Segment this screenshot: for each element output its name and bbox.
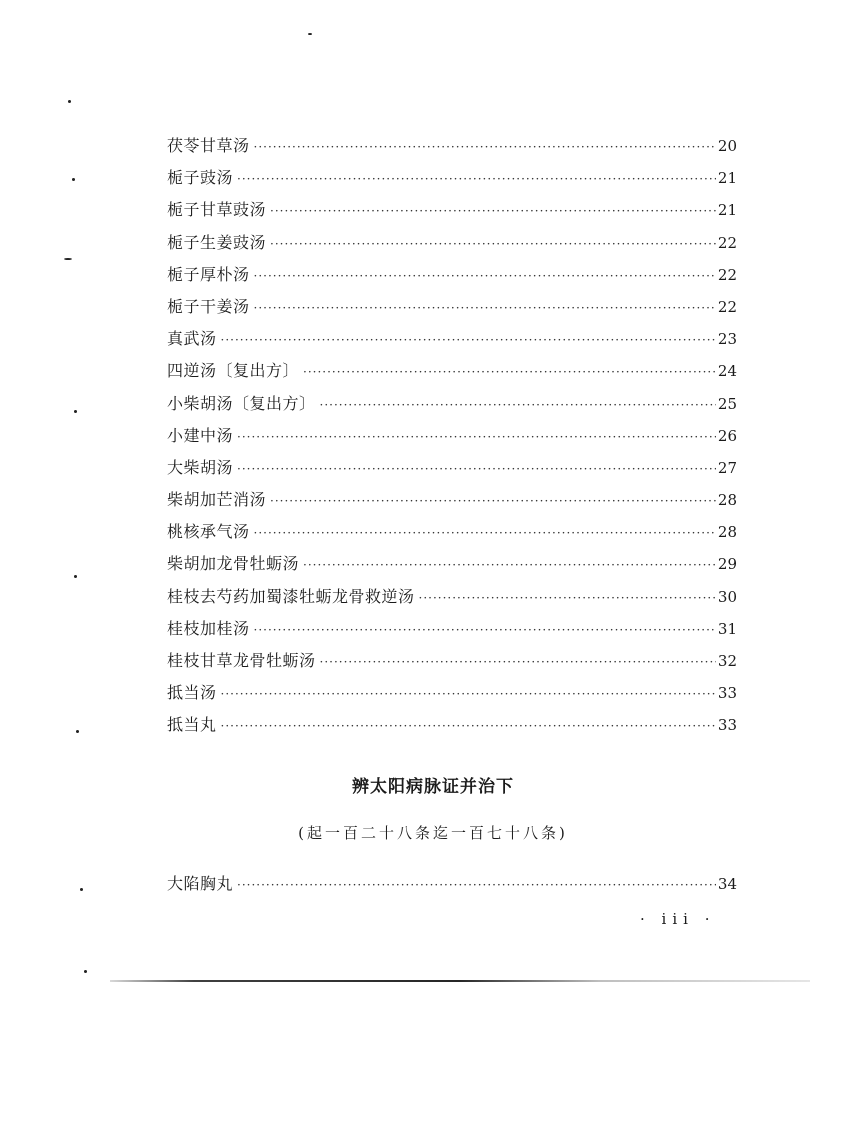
toc-entry: [167, 516, 737, 548]
toc-entry: [167, 645, 737, 677]
toc-entry-page: 30: [717, 587, 737, 606]
toc-entry-page: 33: [717, 716, 737, 735]
scan-speck: [72, 178, 75, 181]
toc-entry-title: 真武汤: [167, 329, 217, 349]
toc-leader-dots: [221, 324, 716, 356]
toc-entry-page: 28: [717, 491, 737, 510]
toc-leader-dots: [270, 485, 716, 517]
scan-speck: [74, 410, 77, 413]
toc-entry-page: 27: [717, 458, 737, 477]
toc-entry-title: 栀子厚朴汤: [167, 264, 250, 284]
section-subheading: (起一百二十八条迄一百七十八条): [298, 824, 568, 842]
toc-leader-dots: [419, 582, 716, 614]
toc-entry-title: 桂枝甘草龙骨牡蛎汤: [167, 651, 316, 670]
toc-entry: [167, 420, 737, 452]
toc-entry-page: 33: [717, 684, 737, 703]
toc-entry: [167, 581, 737, 613]
toc-entry-title: 柴胡加龙骨牡蛎汤: [167, 554, 300, 574]
toc-entry-title: 栀子生姜豉汤: [167, 232, 267, 252]
toc-leader-dots: [237, 421, 716, 453]
toc-entry: [167, 613, 737, 645]
toc-entry: [167, 227, 737, 259]
scan-speck: [84, 970, 87, 973]
toc-entry-title: 四逆汤〔复出方〕: [167, 361, 300, 381]
toc-entry-page: 34: [717, 875, 737, 893]
page-number: · iii ·: [640, 910, 716, 928]
toc-entry-title: 大柴胡汤: [167, 457, 234, 477]
scan-speck: [64, 258, 72, 260]
toc-entry-page: 25: [717, 394, 737, 413]
toc-entry-title: 大陷胸丸: [167, 874, 234, 893]
toc-leader-dots: [237, 163, 716, 195]
section-heading: 辨太阳病脉证并治下: [352, 777, 514, 797]
toc-entry-title: 柴胡加芒消汤: [167, 490, 267, 510]
toc-entry-title: 小柴胡汤〔复出方〕: [167, 393, 316, 413]
toc-leader-dots: [237, 453, 716, 485]
toc-entry: [167, 291, 737, 323]
section-table-of-contents: [167, 868, 737, 900]
toc-entry: [167, 323, 737, 355]
toc-entry-page: 31: [717, 619, 737, 638]
toc-leader-dots: [320, 646, 716, 678]
toc-leader-dots: [320, 389, 716, 421]
toc-entry-page: 20: [717, 137, 737, 155]
scan-edge-rule: [110, 980, 810, 982]
toc-entry-page: 24: [717, 362, 737, 381]
toc-entry-page: 22: [717, 233, 737, 252]
toc-entry-title: 抵当丸: [167, 715, 217, 735]
toc-entry-page: 28: [717, 523, 737, 542]
toc-leader-dots: [270, 228, 716, 260]
toc-entry: [167, 452, 737, 484]
toc-entry-title: 桃核承气汤: [167, 522, 250, 542]
toc-leader-dots: [221, 678, 716, 710]
scan-speck: [80, 888, 83, 891]
toc-entry: [167, 388, 737, 420]
toc-leader-dots: [254, 131, 716, 163]
toc-entry: [167, 130, 737, 162]
toc-entry-page: 32: [717, 652, 737, 670]
toc-entry: [167, 162, 737, 194]
toc-entry-page: 21: [717, 201, 737, 220]
toc-entry-page: 23: [717, 330, 737, 349]
toc-leader-dots: [254, 292, 716, 324]
toc-leader-dots: [270, 195, 716, 227]
table-of-contents: [167, 130, 737, 742]
scan-speck: [68, 100, 71, 103]
toc-leader-dots: [254, 614, 716, 646]
toc-entry-title: 桂枝去芍药加蜀漆牡蛎龙骨救逆汤: [167, 586, 415, 606]
scan-speck: [308, 33, 312, 35]
toc-entry: [167, 194, 737, 226]
toc-entry-page: 22: [717, 265, 737, 284]
toc-entry-title: 抵当汤: [167, 683, 217, 703]
toc-entry: [167, 259, 737, 291]
toc-entry: [167, 548, 737, 580]
toc-leader-dots: [254, 260, 716, 292]
toc-leader-dots: [237, 869, 716, 901]
toc-entry: [167, 677, 737, 709]
toc-leader-dots: [221, 710, 716, 742]
toc-leader-dots: [303, 356, 716, 388]
toc-leader-dots: [303, 549, 716, 581]
scan-speck: [74, 575, 77, 578]
toc-entry-title: 栀子干姜汤: [167, 296, 250, 316]
toc-entry-title: 栀子甘草豉汤: [167, 200, 267, 220]
toc-entry: [167, 709, 737, 741]
toc-entry-page: 29: [717, 555, 737, 574]
toc-entry-title: 小建中汤: [167, 425, 234, 445]
toc-entry-title: 桂枝加桂汤: [167, 618, 250, 638]
toc-entry-page: 22: [717, 297, 737, 316]
toc-leader-dots: [254, 517, 716, 549]
toc-entry-page: 21: [717, 169, 737, 188]
toc-entry: [167, 355, 737, 387]
scan-speck: [76, 730, 79, 733]
toc-entry: [167, 484, 737, 516]
toc-entry-title: 栀子豉汤: [167, 168, 234, 188]
toc-entry-title: 茯苓甘草汤: [167, 136, 250, 155]
toc-entry: [167, 868, 737, 900]
toc-entry-page: 26: [717, 426, 737, 445]
